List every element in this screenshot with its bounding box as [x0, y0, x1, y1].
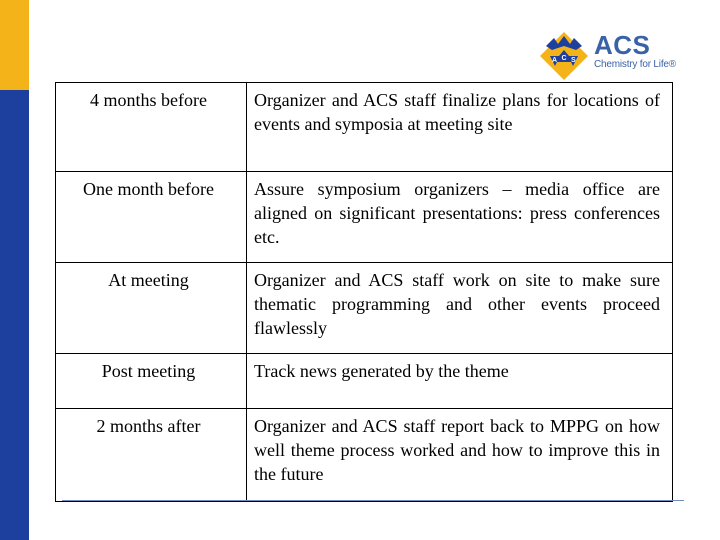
timeline-when-cell: 2 months after [56, 409, 247, 502]
acs-logo [536, 28, 696, 84]
timeline-when-cell: One month before [56, 172, 247, 263]
timeline-table [55, 82, 673, 502]
timeline-what-cell: Track news generated by the theme [247, 354, 673, 409]
timeline-what-cell: Organizer and ACS staff report back to MPPG on how well theme process worked and how to improve this in the future [247, 409, 673, 502]
timeline-when-cell: 4 months before [56, 83, 247, 172]
table-row [56, 409, 673, 502]
svg-text:C: C [561, 55, 567, 62]
table-row [56, 172, 673, 263]
table-row [56, 83, 673, 172]
table-row [56, 354, 673, 409]
table-row [56, 263, 673, 354]
bottom-divider [62, 500, 684, 501]
sidebar-accent-blue [0, 90, 29, 540]
timeline-what-cell: Organizer and ACS staff finalize plans for locations of events and symposia at meeting site [247, 83, 673, 172]
svg-text:S: S [571, 57, 576, 64]
sidebar-accent-yellow [0, 0, 29, 90]
logo-brand-text: ACS [594, 30, 651, 60]
logo-tagline: Chemistry for Life® [594, 59, 676, 70]
svg-text:A: A [552, 57, 558, 64]
timeline-when-cell: Post meeting [56, 354, 247, 409]
timeline-what-cell: Assure symposium organizers – media office are aligned on significant presentations: press conferences etc. [247, 172, 673, 263]
timeline-what-cell: Organizer and ACS staff work on site to make sure thematic programming and other events proceed flawlessly [247, 263, 673, 354]
acs-seal-icon [536, 28, 592, 84]
timeline-when-cell: At meeting [56, 263, 247, 354]
